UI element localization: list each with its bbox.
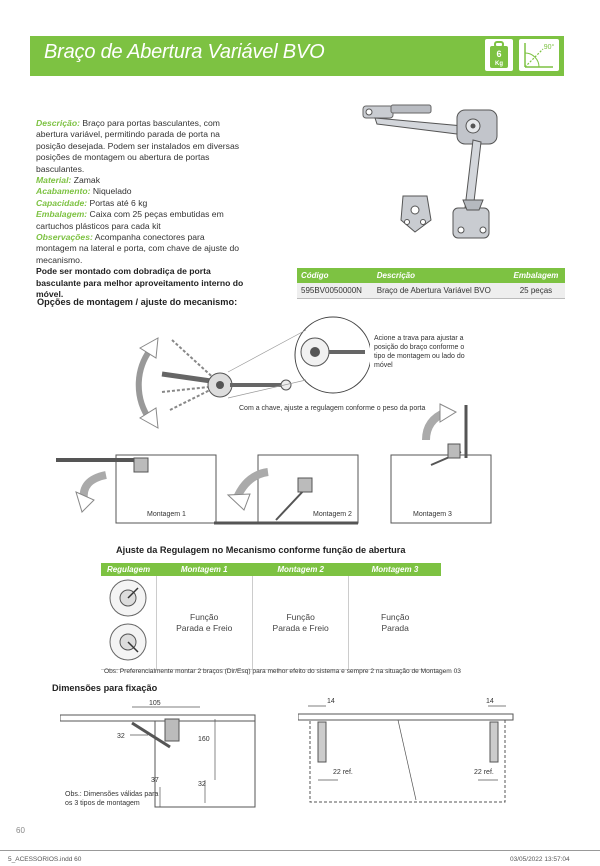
- product-description: Descrição: Braço para portas basculantes, com abertura variável, permitindo parada de porta na posição desejada. Podem ser instalados em diversas posições de montagem ou abertura de portas basculantes. Material: Zamak Acabamento: Niquelado Capacidade: Portas até 6 kg Embalagem: Caixa com 25 peças embutidas em cartuchos plásticos para cada kit Observações: Acompanha conectores para montagem na lateral e porta, com chave de ajuste do mecanismo. Pode ser montado com dobradiça de porta basculante para melhor aproveitamento interno do móvel.: [36, 118, 244, 300]
- col-codigo: Código: [297, 268, 373, 283]
- dimensions-note: Obs.: Dimensões válidas para os 3 tipos de montagem: [65, 791, 159, 807]
- footer-divider: [0, 850, 600, 851]
- table-row: 595BV0050000N Braço de Abertura Variável BVO 25 peças: [297, 283, 565, 299]
- product-image: [345, 100, 520, 260]
- col-embalagem: Embalagem: [507, 268, 565, 283]
- col-descricao: Descrição: [373, 268, 507, 283]
- montagem-3-label: Montagem 3: [413, 511, 452, 518]
- weight-value: 6: [496, 49, 502, 59]
- weight-icon: [485, 39, 513, 71]
- key-callout: Com a chave, ajuste a regulagem conforme o peso da porta: [239, 405, 426, 412]
- regulation-title: Ajuste da Regulagem no Mecanismo conforme função de abertura: [116, 545, 406, 555]
- regulation-note: Obs: Preferencialmente montar 2 braços (Dir/Esq) para melhor efeito do sistema e sempre 2 na situação de Montagem 03: [104, 668, 461, 675]
- footer-file: 5_ACESSORIOS.indd 60: [8, 856, 82, 863]
- mounting-diagrams: [36, 400, 566, 530]
- regulation-dials: [101, 576, 156, 670]
- lock-callout: Acione a trava para ajustar a posição do braço conforme o tipo de montagem ou lado do móvel: [374, 335, 465, 369]
- dial-icon: [102, 576, 154, 666]
- header-band: [30, 36, 564, 76]
- montagem-1-label: Montagem 1: [147, 511, 186, 518]
- footer-datetime: 03/05/2022 13:57:04: [510, 856, 570, 863]
- mounting-note: Pode ser montado com dobradiça de porta basculante para melhor aproveitamento interno do móvel.: [36, 266, 244, 300]
- weight-badge: [485, 39, 513, 71]
- angle-value: 90°: [543, 44, 555, 51]
- product-table: [297, 268, 565, 299]
- weight-unit: Kg: [495, 61, 503, 67]
- page-number: 60: [16, 826, 25, 835]
- regulation-table: Regulagem Montagem 1 Montagem 2 Montagem 3 Função Parada e Freio Função Parada e Freio Função Parada: [101, 563, 441, 670]
- angle-badge: [519, 39, 559, 71]
- mounting-section-title: Opções de montagem / ajuste do mecanismo:: [37, 297, 238, 307]
- dimensions-title: Dimensões para fixação: [52, 683, 158, 693]
- montagem-2-label: Montagem 2: [313, 511, 352, 518]
- dimension-drawing-right: [298, 700, 518, 810]
- table-row: Função Parada e Freio Função Parada e Freio Função Parada: [101, 576, 441, 670]
- angle-icon: [519, 39, 559, 71]
- page-title: Braço de Abertura Variável BVO: [44, 41, 325, 63]
